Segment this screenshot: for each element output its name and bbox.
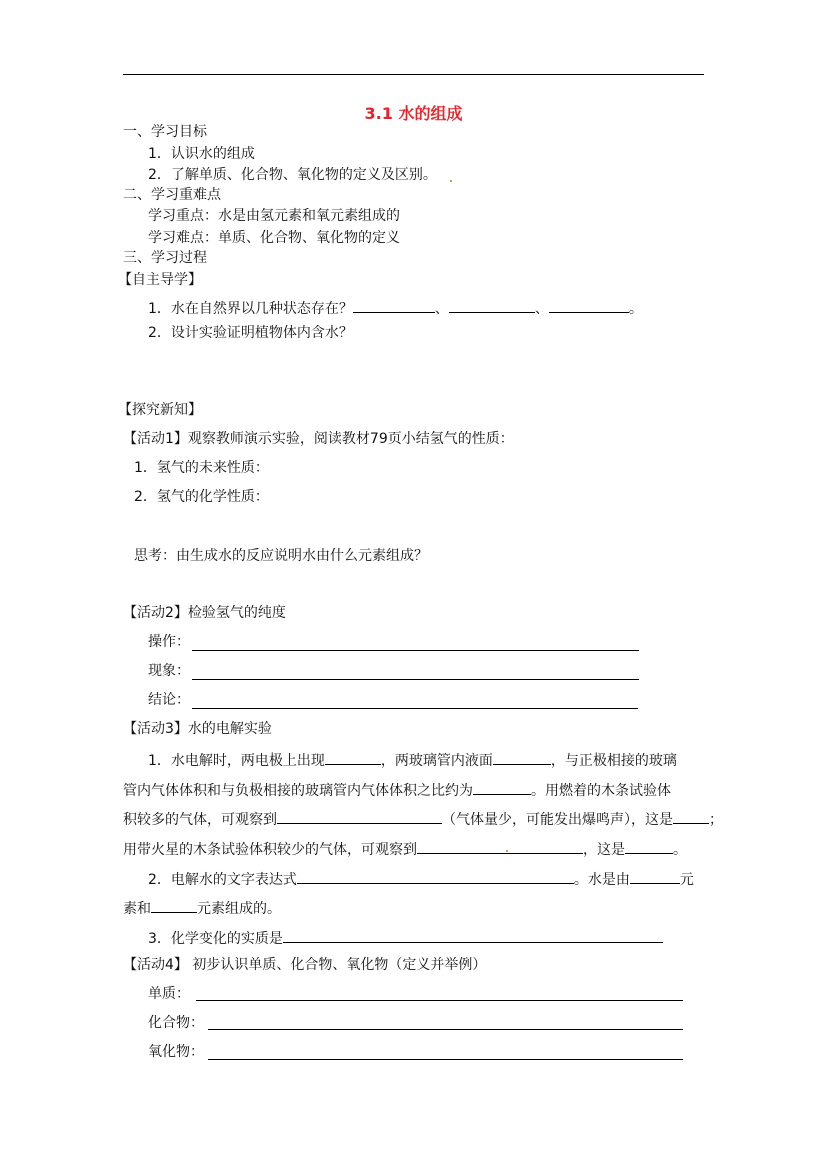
self-study-q2: 2．设计实验证明植物体内含水？ [148, 325, 353, 341]
activity3-line5: 2．电解水的文字表达式 。水是由 元 [148, 869, 694, 889]
speck-mark [450, 180, 452, 182]
activity3-title: 【活动3】水的电解实验 [123, 721, 272, 737]
activity2-phenomenon-label: 现象： [148, 663, 190, 679]
activity4-element-label: 单质： [148, 986, 190, 1002]
objectives-heading: 一、学习目标 [123, 124, 207, 140]
keypoint-focus: 学习重点：水是由氢元素和氧元素组成的 [148, 208, 400, 224]
objective-item-2: 2．了解单质、化合物、氧化物的定义及区别。 [148, 167, 437, 183]
header-rule [123, 74, 704, 75]
activity3-line6: 素和 元素组成的。 [123, 898, 281, 918]
activity4-title: 【活动4】 初步认识单质、化合物、氧化物（定义并举例） [123, 957, 487, 973]
self-study-heading: 【自主导学】 [118, 272, 202, 288]
keypoint-difficulty: 学习难点：单质、化合物、氧化物的定义 [148, 230, 400, 246]
activity3-line4: 用带火星的木条试验体积较少的气体，可观察到 ，这是 。 [123, 839, 687, 859]
activity1-think: 思考：由生成水的反应说明水由什么元素组成？ [134, 548, 428, 564]
keypoints-heading: 二、学习重难点 [123, 187, 221, 203]
self-study-q1: 1．水在自然界以几种状态存在？ 、 、 。 [148, 298, 643, 318]
activity2-conclusion-label: 结论： [148, 692, 190, 708]
activity4-compound-label: 化合物： [148, 1015, 204, 1031]
page-title: 3.1 水的组成 [364, 104, 463, 123]
activity2-operation-label: 操作： [148, 634, 190, 650]
objective-item-1: 1．认识水的组成 [148, 146, 255, 162]
operation-blank-line [192, 650, 639, 651]
activity3-line2: 管内气体体积和与负极相接的玻璃管内气体体积之比约为 。用燃着的木条试验体 [123, 780, 671, 800]
conclusion-blank-line [192, 708, 638, 709]
activity1-title: 【活动1】观察教师演示实验，阅读教材79页小结氢气的性质： [123, 431, 514, 447]
activity1-item1: 1．氢气的未来性质： [134, 460, 269, 476]
process-heading: 三、学习过程 [123, 250, 207, 266]
activity4-oxide-label: 氧化物： [148, 1044, 204, 1060]
activity3-line7: 3．化学变化的实质是 [148, 928, 663, 948]
activity1-item2: 2．氢气的化学性质： [134, 489, 269, 505]
compound-blank-line [208, 1029, 683, 1030]
element-blank-line [196, 1000, 683, 1001]
explore-heading: 【探究新知】 [118, 402, 202, 418]
activity3-line1: 1．水电解时，两电极上出现 ，两玻璃管内液面 ，与正极相接的玻璃 [148, 750, 677, 770]
oxide-blank-line [208, 1059, 683, 1060]
activity3-line3: 积较多的气体，可观察到 （气体量少，可能发出爆鸣声），这是 ； [123, 809, 723, 829]
speck-mark [506, 850, 508, 852]
activity2-title: 【活动2】检验氢气的纯度 [123, 605, 286, 621]
phenomenon-blank-line [192, 679, 639, 680]
